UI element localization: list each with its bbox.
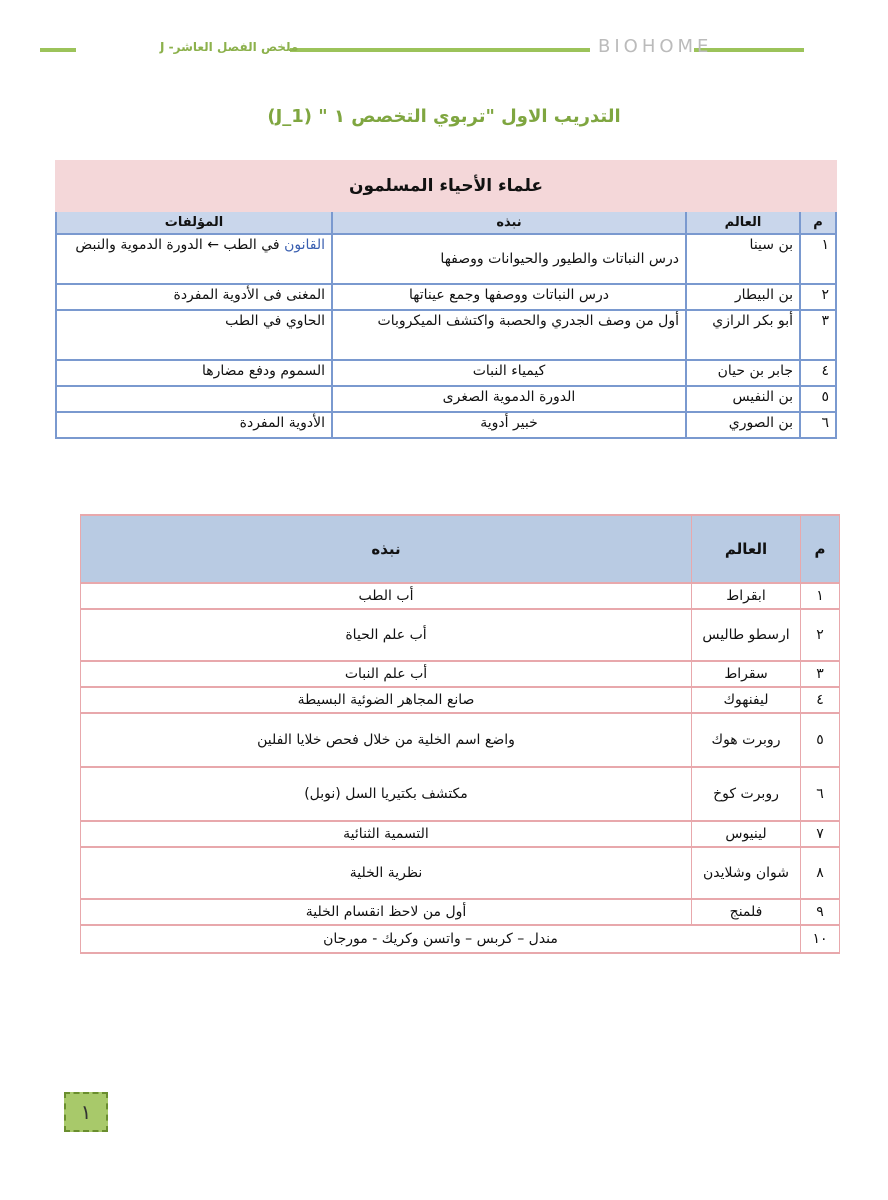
table2-col-scientist: العالم	[692, 515, 801, 583]
table-row	[81, 713, 840, 767]
row-scientist: ارسطو طاليس	[692, 609, 801, 661]
row-num: ٥	[801, 713, 840, 767]
row-scientist: فلمنج	[692, 899, 801, 925]
table-row	[81, 847, 840, 899]
header-line-middle	[290, 48, 590, 52]
table-row	[81, 661, 840, 687]
row-num: ١٠	[801, 925, 840, 953]
row-works	[56, 284, 332, 310]
row-num: ١	[800, 234, 836, 284]
row-scientist: ليفنهوك	[692, 687, 801, 713]
works-text: الحاوي في الطب	[225, 313, 325, 329]
table1-heading: علماء الأحياء المسلمون	[56, 161, 836, 211]
table-row	[56, 360, 836, 386]
biohome-logo: BIOHOME	[598, 36, 713, 57]
row-bio: أب الطب	[81, 583, 692, 609]
row-scientist: بن سينا	[686, 234, 800, 284]
table2-col-num: م	[801, 515, 840, 583]
works-text: السموم ودفع مضارها	[202, 363, 325, 379]
row-num: ٥	[800, 386, 836, 412]
table-row	[56, 412, 836, 438]
row-bio: أول من وصف الجدري والحصبة واكتشف الميكروبات	[332, 310, 686, 360]
table1-col-num: م	[800, 211, 836, 234]
row-bio: خبير أدوية	[332, 412, 686, 438]
table2-col-bio: نبذه	[81, 515, 692, 583]
scientists-table	[80, 514, 840, 954]
table-row	[81, 899, 840, 925]
row-scientist: روبرت هوك	[692, 713, 801, 767]
row-num: ٢	[800, 284, 836, 310]
table-row	[81, 925, 840, 953]
row-bio: درس النباتات ووصفها وجمع عيناتها	[332, 284, 686, 310]
row-scientist: سقراط	[692, 661, 801, 687]
row-bio: أب علم النبات	[81, 661, 692, 687]
row-bio: كيمياء النبات	[332, 360, 686, 386]
table-row	[81, 609, 840, 661]
row-scientist: لينيوس	[692, 821, 801, 847]
works-text: الأدوية المفردة	[239, 415, 325, 431]
row-bio: نظرية الخلية	[81, 847, 692, 899]
row-num: ٣	[801, 661, 840, 687]
row-merged-text: مندل – كربس – واتسن وكريك - مورجان	[81, 925, 801, 953]
row-num: ١	[801, 583, 840, 609]
table-row	[56, 234, 836, 284]
row-num: ٣	[800, 310, 836, 360]
row-bio: درس النباتات والطيور والحيوانات ووصفها	[332, 234, 686, 284]
row-scientist: شوان وشلايدن	[692, 847, 801, 899]
row-scientist: بن النفيس	[686, 386, 800, 412]
table-row	[81, 583, 840, 609]
page-title: التدريب الاول "تربوي التخصص ١ " (J_1)	[267, 106, 621, 127]
row-scientist: أبو بكر الرازي	[686, 310, 800, 360]
table1-col-bio: نبذه	[332, 211, 686, 234]
table-row	[81, 821, 840, 847]
table-row	[56, 386, 836, 412]
row-bio: واضع اسم الخلية من خلال فحص خلايا الفلين	[81, 713, 692, 767]
row-scientist: ابقراط	[692, 583, 801, 609]
row-num: ٢	[801, 609, 840, 661]
table-row	[56, 310, 836, 360]
header-line-left	[40, 48, 76, 52]
row-num: ٨	[801, 847, 840, 899]
row-works	[56, 360, 332, 386]
muslim-scientists-table	[55, 160, 837, 439]
row-bio: صانع المجاهر الضوئية البسيطة	[81, 687, 692, 713]
row-num: ٧	[801, 821, 840, 847]
row-bio: الدورة الدموية الصغرى	[332, 386, 686, 412]
row-scientist: بن الصوري	[686, 412, 800, 438]
row-num: ٦	[800, 412, 836, 438]
row-scientist: جابر بن حيان	[686, 360, 800, 386]
table-row	[81, 687, 840, 713]
header-summary-text: ملخص الفصل العاشر- J	[160, 40, 299, 54]
row-bio: أب علم الحياة	[81, 609, 692, 661]
row-num: ٤	[801, 687, 840, 713]
works-text: المغنى فى الأدوية المفردة	[173, 287, 325, 303]
row-num: ٤	[800, 360, 836, 386]
row-bio: التسمية الثنائية	[81, 821, 692, 847]
page-number: ١	[64, 1092, 108, 1132]
row-works	[56, 412, 332, 438]
works-highlight: القانون	[284, 237, 325, 253]
row-num: ٦	[801, 767, 840, 821]
row-works	[56, 234, 332, 284]
row-num: ٩	[801, 899, 840, 925]
works-text: في الطب ← الدورة الدموية والنبض	[75, 237, 285, 253]
row-bio: أول من لاحظ انقسام الخلية	[81, 899, 692, 925]
table1-col-works: المؤلفات	[56, 211, 332, 234]
table-row	[56, 284, 836, 310]
row-scientist: روبرت كوخ	[692, 767, 801, 821]
row-works	[56, 310, 332, 360]
table-row	[81, 767, 840, 821]
table1-col-scientist: العالم	[686, 211, 800, 234]
row-works	[56, 386, 332, 412]
row-bio: مكتشف بكتيريا السل (نوبل)	[81, 767, 692, 821]
row-scientist: بن البيطار	[686, 284, 800, 310]
